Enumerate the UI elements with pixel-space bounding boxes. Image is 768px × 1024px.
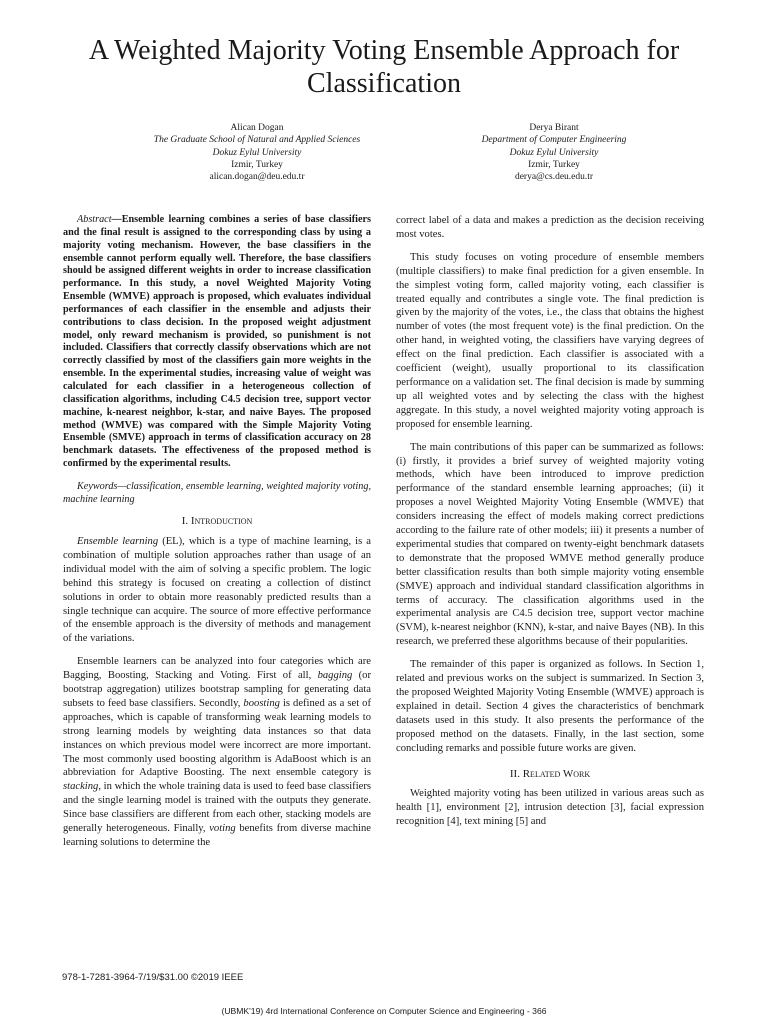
term-stacking: stacking (63, 781, 99, 793)
keywords-label: Keywords (77, 480, 118, 492)
right-column (396, 214, 704, 829)
author-name: Alican Dogan (230, 123, 284, 133)
page-footer: (UBMK'19) 4rd International Conference on Computer Science and Engineering - 366 (221, 1006, 547, 1016)
paragraph-text: , in which the whole training data is used to feed base classifiers and the single learning model is trained with the outputs they generate. Since base classifiers are different from each other, stacking models are generally heterogeneous. Finally, (63, 781, 371, 835)
paragraph-text: is defined as a set of approaches, which is capable of transforming weak learning models to strong learning models by weighting data instances so that data instances on which previous model were incorrect are more important. The most commonly used boosting algorithm is AdaBoost which is an abbreviation for Adaptive Boosting. The next ensemble category is (63, 697, 371, 779)
author-university: Dokuz Eylul University (212, 147, 302, 158)
keywords-text: —classification, ensemble learning, weighted majority voting, machine learning (63, 480, 371, 505)
paragraph: This study focuses on voting procedure of ensemble members (multiple classifiers) to make final prediction for a given ensemble. In the simplest voting form, called majority voting, each classifier is treated equally and contributes a single vote. The final prediction is given by the majority of the votes, i.e., the class that obtains the highest number of votes (the most frequent vote) is the final prediction. On the other hand, in weighted voting, the classifiers have varying degrees of effect on the final prediction. Each classifier is associated with a coefficient (weight), usually proportional to its classification performance on a validation set. The final decision is made by summing up all weighted votes and by selecting the class with the highest aggregate. In this study, a novel weighted majority voting approach is proposed for ensemble learning. (396, 251, 704, 430)
paragraph-text: Ensemble learners can be analyzed into four categories which are Bagging, Boosting, Stacking and Voting. First of all, (63, 656, 371, 682)
paper-title: A Weighted Majority Voting Ensemble Approach for Classification (88, 35, 680, 99)
paragraph-text: (or bootstrap aggregation) utilizes bootstrap sampling for generating data subsets to feed base classifiers. Secondly, (63, 670, 371, 709)
author-email: derya@cs.deu.edu.tr (514, 172, 594, 183)
term-voting: voting (209, 823, 236, 835)
paragraph: Weighted majority voting has been utilized in various areas such as health [1], environment [2], intrusion detection [3], facial expression recognition [4], text mining [5] and (396, 788, 704, 828)
abstract-text: —Ensemble learning combines a series of base classifiers and the final result is assigned to the corresponding class by using a majority voting mechanism. However, the base classifiers in the ensemble cannot perform equally well. Therefore, the base classifiers should be assigned different weights in order to increase classification performance. In this study, a novel Weighted Majority Voting Ensemble (WMVE) approach is proposed, which evaluates individual performances of each classifier in the ensemble and adjusts their contributions to class decision. In the proposed weight adjustment model, only reward mechanism is provided, so punishment is not included. Classifiers that correctly classify observations which are not correctly classified by most of the classifiers gain more weights in the ensemble. In the experimental studies, increasing value of weight was calculated for each classifier in a heterogeneous collection of classification algorithms, including C4.5 decision tree, support vector machine, k-nearest neighbor, k-star, and naive Bayes. The proposed method (WMVE) was compared with the Simple Majority Voting Ensemble (SMVE) approach in terms of classification accuracy on 28 benchmark datasets. The effectiveness of the proposed method is confirmed by the experimental results. (63, 214, 371, 470)
paragraph-continued: correct label of a data and makes a prediction as the decision receiving most votes. (396, 215, 704, 240)
author-location: Izmir, Turkey (528, 159, 580, 170)
author-affiliation: The Graduate School of Natural and Applied Sciences (153, 135, 361, 146)
term-ensemble-learning: Ensemble learning (77, 535, 159, 547)
keywords (63, 480, 371, 506)
section-heading-introduction: I. Introduction (181, 515, 253, 528)
paragraph-text: (EL), which is a type of machine learning, is a combination of multiple solution approaches rather than usage of an individual model with the aim of solving a specific problem. The logic behind this strategy is focused on creating a collection of distinct solutions in order to obtain more reasonably predicted results than a single technique can acquire. The source of more effective performance of the ensemble approach is the diversity of methods and management of the variations. (63, 535, 371, 645)
paragraph (63, 535, 371, 646)
paragraph: The remainder of this paper is organized as follows. In Section 1, related and previous works on the subject is summarized. In Section 3, the proposed Weighted Majority Voting Ensemble (WMVE) approach is explained in detail. Section 4 gives the characteristics of benchmark datasets used in this study. It also presents the performance of the proposed method on the datasets. Finally, in the last section, some concluding remarks and possible future works are given. (396, 659, 704, 754)
term-boosting: boosting (243, 697, 280, 709)
author-name: Derya Birant (529, 123, 579, 133)
section-heading-related-work: II. Related Work (509, 767, 591, 780)
left-column (63, 214, 371, 850)
abstract-label: Abstract (77, 214, 112, 225)
term-bagging: bagging (317, 670, 353, 682)
author-location: Izmir, Turkey (231, 159, 283, 170)
author-2 (404, 122, 704, 183)
paragraph (63, 655, 371, 850)
author-affiliation: Department of Computer Engineering (481, 135, 627, 146)
paragraph-text: benefits from diverse machine learning solutions to determine the (63, 823, 371, 848)
author-university: Dokuz Eylul University (509, 147, 599, 158)
abstract (63, 214, 371, 471)
paragraph: The main contributions of this paper can be summarized as follows: (i) firstly, it provides a brief survey of weighted majority voting methods, which have been introduced to improve prediction performance of the standard ensemble learning approaches; (ii) it proposes a novel Weighted Majority Voting Ensemble (WMVE) that considers increasing the effect of models making correct predictions according to the failure rate of other models; iii) it presents a number of experimental studies that compared on twenty-eight benchmark datasets to demonstrate that the proposed WMVE method generally produce better classification results than both simple majority voting ensemble (SMVE) approach and individual standard classification algorithms in terms of accuracy. The classification algorithms used in the experimental analysis are C4.5 decision tree, support vector machine (SVM), k-nearest neighbor (KNN), k-star, and naive Bayes (NB). In this research, we preferred these algorithms because of their popularities. (396, 441, 704, 648)
author-email: alican.dogan@deu.edu.tr (209, 172, 305, 183)
author-1 (107, 122, 407, 183)
isbn-copyright: 978-1-7281-3964-7/19/$31.00 ©2019 IEEE (62, 972, 244, 983)
